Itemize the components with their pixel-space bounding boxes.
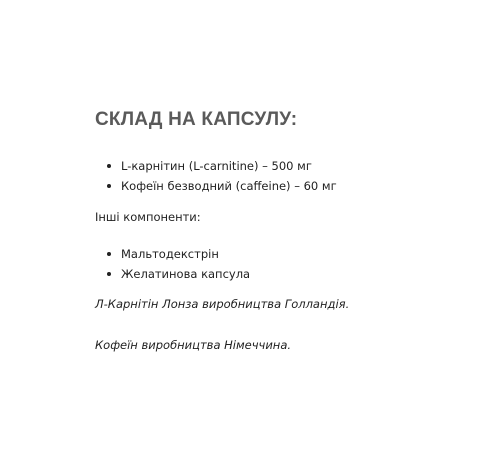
list-item-text: Мальтодекстрін [121,247,219,261]
composition-list [95,156,475,196]
other-components-list [95,244,475,284]
list-item-text: Желатинова капсула [121,267,251,281]
origin-note-carnitine: Л-Карнітін Лонза виробництва Голландія. [95,297,350,311]
bullet-icon [107,252,111,256]
product-composition-section [95,108,475,355]
composition-heading: СКЛАД НА КАПСУЛУ: [95,109,298,130]
list-item [107,176,475,196]
bullet-icon [107,184,111,188]
list-item [107,244,475,264]
list-item-text: Кофеїн безводний (caffeine) – 60 мг [121,179,337,193]
other-components-label: Інші компоненти: [95,210,201,224]
list-item [107,156,475,176]
list-item [107,264,475,284]
bullet-icon [107,164,111,168]
origin-note-caffeine: Кофеїн виробництва Німеччина. [95,338,292,352]
bullet-icon [107,272,111,276]
list-item-text: L-карнітин (L-carnitine) – 500 мг [121,159,312,173]
